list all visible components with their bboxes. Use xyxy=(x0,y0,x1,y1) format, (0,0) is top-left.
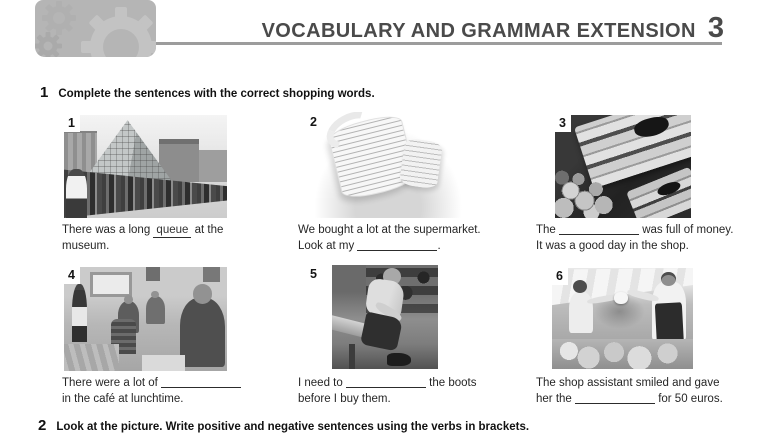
caption-line xyxy=(536,375,723,391)
caption-text: the boots xyxy=(425,377,477,389)
museum-building-far-right xyxy=(199,150,227,182)
photo-till-money xyxy=(555,115,691,218)
item-6-caption xyxy=(536,375,723,407)
item-number-badge: 6 xyxy=(552,268,568,285)
caption-text: I need to xyxy=(298,377,346,389)
photo-market-stall xyxy=(552,268,693,369)
caption-text: for 50 euros. xyxy=(655,393,723,405)
caption-line xyxy=(298,238,481,254)
exercise-2-header xyxy=(38,417,529,434)
caption-text: The shop assistant smiled and gave xyxy=(536,377,720,389)
waitress xyxy=(72,284,87,342)
answer-blank xyxy=(346,377,426,388)
exercise1-item-1 xyxy=(56,110,294,260)
exercise1-item-6 xyxy=(532,262,782,412)
photo-queue-at-museum xyxy=(64,115,227,218)
caption-line xyxy=(536,238,733,254)
table xyxy=(142,355,184,371)
caption-line xyxy=(62,391,241,407)
exercise-2-number: 2 xyxy=(38,417,47,434)
speaker-box-right xyxy=(203,267,221,282)
boot xyxy=(387,353,411,365)
exercise-1-number: 1 xyxy=(40,84,49,101)
caption-line xyxy=(536,391,723,407)
item-3-caption xyxy=(536,222,733,254)
man-in-white-shirt xyxy=(66,169,87,218)
caption-line xyxy=(298,375,476,391)
stall-counter-produce xyxy=(552,339,693,369)
item-1-caption xyxy=(62,222,223,254)
exercise1-item-2 xyxy=(294,110,534,260)
caption-text: There were a lot of xyxy=(62,377,162,389)
item-number-badge: 1 xyxy=(64,115,80,132)
caption-text: was full of money. xyxy=(639,224,734,236)
exercise-1-header xyxy=(40,84,375,101)
answer-blank xyxy=(161,377,241,388)
customer-b xyxy=(146,296,166,324)
speaker-box xyxy=(146,267,161,281)
filled-answer: queue xyxy=(153,224,191,238)
exercise-1-instruction: Complete the sentences with the correct shopping words. xyxy=(58,88,375,100)
customer-foreground xyxy=(180,298,226,367)
item-number-badge: 2 xyxy=(306,114,322,131)
exercise-2-instruction: Look at the picture. Write positive and negative sentences using the verbs in brackets. xyxy=(56,421,530,433)
caption-line xyxy=(298,391,476,407)
exercise1-item-4 xyxy=(56,262,294,412)
caption-text: at the xyxy=(191,224,224,236)
caption-text: Look at my xyxy=(298,240,358,252)
caption-text: museum. xyxy=(62,240,110,252)
caption-text: her the xyxy=(536,393,575,405)
item-4-caption xyxy=(62,375,241,407)
page-title-text: VOCABULARY AND GRAMMAR EXTENSION xyxy=(261,20,696,42)
unit-number: 3 xyxy=(707,12,724,44)
caption-text: in the café at lunchtime. xyxy=(62,393,184,405)
cafe-window xyxy=(90,272,132,297)
caption-text: The xyxy=(536,224,560,236)
answer-blank xyxy=(559,224,639,235)
header-gears-badge xyxy=(35,0,156,57)
item-number-badge: 4 xyxy=(64,267,80,284)
caption-text: before I buy them. xyxy=(298,393,391,405)
photo-cafe xyxy=(64,267,227,371)
gears-icon xyxy=(35,0,156,57)
exercise1-item-3 xyxy=(532,110,782,260)
answer-blank xyxy=(575,393,655,404)
caption-text: We bought a lot at the supermarket. xyxy=(298,224,481,236)
caption-line xyxy=(536,222,733,238)
shop-assistant-head xyxy=(661,272,677,286)
photo-receipt xyxy=(298,112,478,218)
photo-shoe-shop xyxy=(332,265,438,369)
item-2-caption xyxy=(298,222,481,254)
caption-text: It was a good day in the shop. xyxy=(536,240,689,252)
caption-line xyxy=(62,238,223,254)
caption-text: . xyxy=(437,240,441,252)
item-5-caption xyxy=(298,375,476,407)
answer-blank xyxy=(357,240,437,251)
bench-leg xyxy=(349,344,355,369)
exercise1-item-5 xyxy=(294,262,534,412)
coins xyxy=(555,146,642,218)
page-title xyxy=(262,12,724,45)
caption-line xyxy=(62,375,241,391)
item-number-badge: 3 xyxy=(555,115,571,132)
receipt-roll xyxy=(399,137,443,188)
caption-text: There was a long xyxy=(62,224,154,236)
caption-line xyxy=(298,222,481,238)
item-number-badge: 5 xyxy=(306,266,322,283)
caption-line xyxy=(62,222,223,238)
handed-item xyxy=(614,292,628,304)
wooden-floor xyxy=(64,344,119,371)
